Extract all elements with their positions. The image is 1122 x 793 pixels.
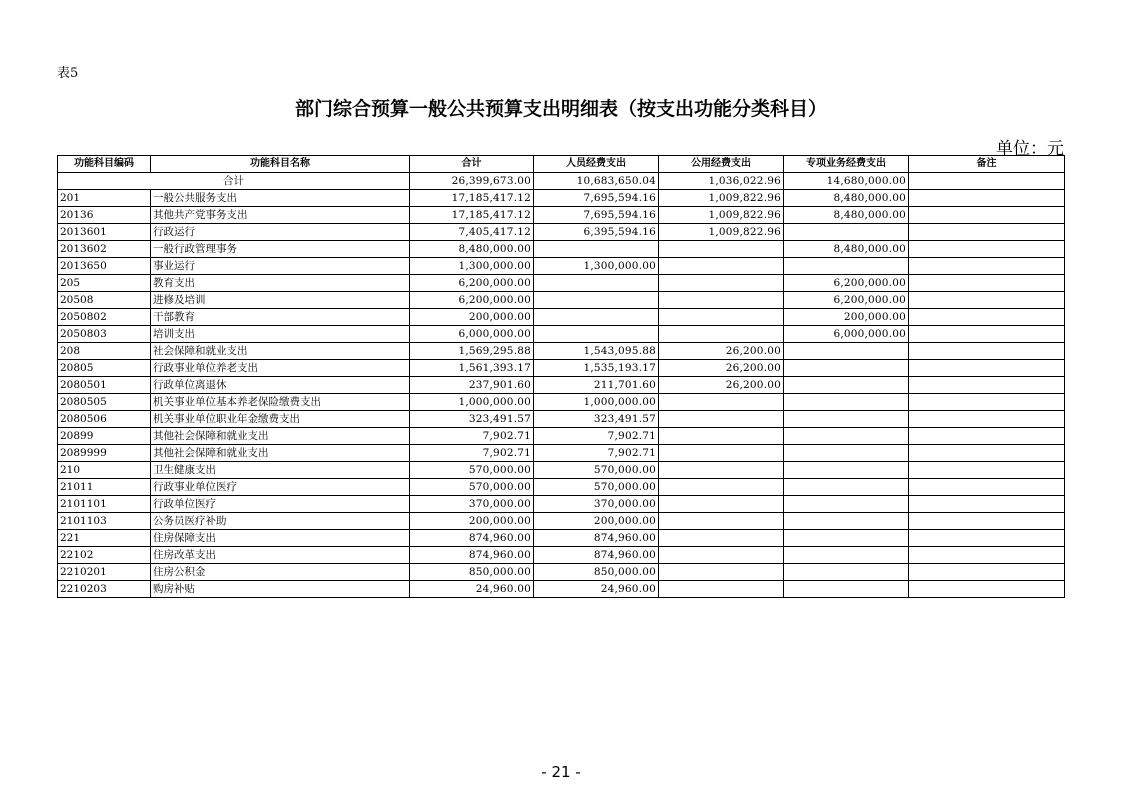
column-header-personnel: 人员经费支出 [534, 156, 659, 173]
special-cell: 6,200,000.00 [784, 292, 909, 309]
total-cell: 17,185,417.12 [410, 190, 534, 207]
note-cell [909, 309, 1065, 326]
public-cell [659, 496, 784, 513]
special-cell [784, 343, 909, 360]
total-cell: 570,000.00 [410, 462, 534, 479]
code-cell: 20508 [58, 292, 151, 309]
note-cell [909, 258, 1065, 275]
table-row [58, 224, 1065, 241]
personnel-cell: 10,683,650.04 [534, 173, 659, 190]
personnel-cell [534, 326, 659, 343]
special-cell [784, 530, 909, 547]
note-cell [909, 326, 1065, 343]
personnel-cell: 370,000.00 [534, 496, 659, 513]
table-row [58, 258, 1065, 275]
special-cell [784, 360, 909, 377]
name-cell: 购房补贴 [151, 581, 410, 598]
code-cell: 2080505 [58, 394, 151, 411]
name-cell: 其他社会保障和就业支出 [151, 445, 410, 462]
personnel-cell: 1,300,000.00 [534, 258, 659, 275]
total-cell: 17,185,417.12 [410, 207, 534, 224]
public-cell [659, 258, 784, 275]
public-cell [659, 275, 784, 292]
public-cell: 1,009,822.96 [659, 207, 784, 224]
code-cell: 20136 [58, 207, 151, 224]
total-cell: 370,000.00 [410, 496, 534, 513]
column-header-special: 专项业务经费支出 [784, 156, 909, 173]
note-cell [909, 190, 1065, 207]
code-cell: 221 [58, 530, 151, 547]
name-cell: 行政事业单位养老支出 [151, 360, 410, 377]
total-cell: 6,000,000.00 [410, 326, 534, 343]
special-cell [784, 411, 909, 428]
note-cell [909, 207, 1065, 224]
total-row [58, 173, 1065, 190]
name-cell: 一般公共服务支出 [151, 190, 410, 207]
special-cell: 8,480,000.00 [784, 241, 909, 258]
table-row [58, 445, 1065, 462]
personnel-cell: 1,000,000.00 [534, 394, 659, 411]
personnel-cell: 323,491.57 [534, 411, 659, 428]
name-cell: 行政运行 [151, 224, 410, 241]
table-row [58, 428, 1065, 445]
personnel-cell: 570,000.00 [534, 462, 659, 479]
personnel-cell: 874,960.00 [534, 530, 659, 547]
public-cell [659, 513, 784, 530]
name-cell: 公务员医疗补助 [151, 513, 410, 530]
table-row [58, 564, 1065, 581]
note-cell [909, 360, 1065, 377]
table-row [58, 275, 1065, 292]
public-cell [659, 241, 784, 258]
code-cell: 2013601 [58, 224, 151, 241]
special-cell: 14,680,000.00 [784, 173, 909, 190]
total-cell: 570,000.00 [410, 479, 534, 496]
code-cell: 210 [58, 462, 151, 479]
personnel-cell: 7,902.71 [534, 428, 659, 445]
personnel-cell: 6,395,594.16 [534, 224, 659, 241]
code-cell: 2050802 [58, 309, 151, 326]
code-cell: 21011 [58, 479, 151, 496]
table-header-row [58, 156, 1065, 173]
special-cell: 6,000,000.00 [784, 326, 909, 343]
code-cell: 20899 [58, 428, 151, 445]
note-cell [909, 530, 1065, 547]
public-cell: 1,036,022.96 [659, 173, 784, 190]
total-cell: 1,561,393.17 [410, 360, 534, 377]
code-cell: 2101103 [58, 513, 151, 530]
note-cell [909, 547, 1065, 564]
code-cell: 2210203 [58, 581, 151, 598]
total-cell: 200,000.00 [410, 309, 534, 326]
name-cell: 教育支出 [151, 275, 410, 292]
name-cell: 住房保障支出 [151, 530, 410, 547]
column-header-public: 公用经费支出 [659, 156, 784, 173]
column-header-total: 合计 [410, 156, 534, 173]
public-cell [659, 445, 784, 462]
name-cell: 住房公积金 [151, 564, 410, 581]
name-cell: 干部教育 [151, 309, 410, 326]
special-cell [784, 428, 909, 445]
table-row [58, 513, 1065, 530]
name-cell: 机关事业单位基本养老保险缴费支出 [151, 394, 410, 411]
code-cell: 208 [58, 343, 151, 360]
table-row [58, 343, 1065, 360]
table-row [58, 581, 1065, 598]
code-cell: 205 [58, 275, 151, 292]
column-header-code: 功能科目编码 [58, 156, 151, 173]
special-cell: 8,480,000.00 [784, 207, 909, 224]
personnel-cell: 7,902.71 [534, 445, 659, 462]
personnel-cell [534, 241, 659, 258]
total-cell: 24,960.00 [410, 581, 534, 598]
personnel-cell: 874,960.00 [534, 547, 659, 564]
personnel-cell: 850,000.00 [534, 564, 659, 581]
table-row [58, 496, 1065, 513]
special-cell: 6,200,000.00 [784, 275, 909, 292]
table-row [58, 360, 1065, 377]
table-row [58, 207, 1065, 224]
personnel-cell: 211,701.60 [534, 377, 659, 394]
personnel-cell [534, 275, 659, 292]
code-cell: 2101101 [58, 496, 151, 513]
total-label: 合计 [58, 173, 410, 190]
code-cell: 2013650 [58, 258, 151, 275]
name-cell: 行政事业单位医疗 [151, 479, 410, 496]
total-cell: 7,902.71 [410, 445, 534, 462]
total-cell: 7,405,417.12 [410, 224, 534, 241]
personnel-cell: 24,960.00 [534, 581, 659, 598]
note-cell [909, 275, 1065, 292]
table-row [58, 292, 1065, 309]
note-cell [909, 479, 1065, 496]
special-cell [784, 462, 909, 479]
name-cell: 机关事业单位职业年金缴费支出 [151, 411, 410, 428]
table-row [58, 326, 1065, 343]
public-cell [659, 394, 784, 411]
table-row [58, 309, 1065, 326]
note-cell [909, 394, 1065, 411]
public-cell: 1,009,822.96 [659, 190, 784, 207]
personnel-cell [534, 292, 659, 309]
note-cell [909, 496, 1065, 513]
public-cell: 26,200.00 [659, 343, 784, 360]
public-cell [659, 326, 784, 343]
table-row [58, 377, 1065, 394]
note-cell [909, 581, 1065, 598]
total-cell: 1,300,000.00 [410, 258, 534, 275]
total-cell: 200,000.00 [410, 513, 534, 530]
public-cell [659, 428, 784, 445]
total-cell: 237,901.60 [410, 377, 534, 394]
unit-label: 单位：元 [996, 139, 1064, 159]
special-cell: 200,000.00 [784, 309, 909, 326]
public-cell: 26,200.00 [659, 360, 784, 377]
name-cell: 其他共产党事务支出 [151, 207, 410, 224]
note-cell [909, 292, 1065, 309]
total-cell: 323,491.57 [410, 411, 534, 428]
code-cell: 22102 [58, 547, 151, 564]
note-cell [909, 411, 1065, 428]
name-cell: 住房改革支出 [151, 547, 410, 564]
public-cell [659, 292, 784, 309]
public-cell [659, 479, 784, 496]
personnel-cell: 1,543,095.88 [534, 343, 659, 360]
code-cell: 2013602 [58, 241, 151, 258]
name-cell: 一般行政管理事务 [151, 241, 410, 258]
code-cell: 201 [58, 190, 151, 207]
public-cell [659, 564, 784, 581]
note-cell [909, 241, 1065, 258]
page-number: - 21 - [541, 763, 581, 781]
column-header-name: 功能科目名称 [151, 156, 410, 173]
page-title: 部门综合预算一般公共预算支出明细表（按支出功能分类科目） [294, 98, 827, 120]
note-cell [909, 377, 1065, 394]
note-cell [909, 513, 1065, 530]
special-cell [784, 547, 909, 564]
table-row [58, 530, 1065, 547]
public-cell [659, 547, 784, 564]
total-cell: 1,569,295.88 [410, 343, 534, 360]
special-cell [784, 513, 909, 530]
name-cell: 行政单位医疗 [151, 496, 410, 513]
note-cell [909, 224, 1065, 241]
personnel-cell: 200,000.00 [534, 513, 659, 530]
public-cell [659, 462, 784, 479]
public-cell: 1,009,822.96 [659, 224, 784, 241]
total-cell: 8,480,000.00 [410, 241, 534, 258]
total-cell: 874,960.00 [410, 530, 534, 547]
personnel-cell: 7,695,594.16 [534, 190, 659, 207]
table-label: 表5 [57, 66, 79, 81]
public-cell [659, 581, 784, 598]
note-cell [909, 462, 1065, 479]
special-cell [784, 224, 909, 241]
table-row [58, 547, 1065, 564]
personnel-cell: 7,695,594.16 [534, 207, 659, 224]
name-cell: 进修及培训 [151, 292, 410, 309]
total-cell: 1,000,000.00 [410, 394, 534, 411]
name-cell: 培训支出 [151, 326, 410, 343]
code-cell: 20805 [58, 360, 151, 377]
budget-table [57, 155, 1065, 598]
personnel-cell: 1,535,193.17 [534, 360, 659, 377]
name-cell: 事业运行 [151, 258, 410, 275]
note-cell [909, 445, 1065, 462]
special-cell [784, 394, 909, 411]
public-cell [659, 411, 784, 428]
total-cell: 6,200,000.00 [410, 275, 534, 292]
note-cell [909, 564, 1065, 581]
special-cell [784, 496, 909, 513]
table-row [58, 411, 1065, 428]
name-cell: 社会保障和就业支出 [151, 343, 410, 360]
note-cell [909, 173, 1065, 190]
public-cell [659, 309, 784, 326]
name-cell: 卫生健康支出 [151, 462, 410, 479]
total-cell: 7,902.71 [410, 428, 534, 445]
special-cell [784, 581, 909, 598]
table-row [58, 462, 1065, 479]
table-row [58, 394, 1065, 411]
table-row [58, 190, 1065, 207]
special-cell [784, 258, 909, 275]
name-cell: 其他社会保障和就业支出 [151, 428, 410, 445]
special-cell [784, 377, 909, 394]
personnel-cell [534, 309, 659, 326]
total-cell: 850,000.00 [410, 564, 534, 581]
code-cell: 2080506 [58, 411, 151, 428]
code-cell: 2089999 [58, 445, 151, 462]
total-cell: 6,200,000.00 [410, 292, 534, 309]
table-row [58, 241, 1065, 258]
table-row [58, 479, 1065, 496]
code-cell: 2080501 [58, 377, 151, 394]
name-cell: 行政单位离退休 [151, 377, 410, 394]
special-cell [784, 479, 909, 496]
total-cell: 874,960.00 [410, 547, 534, 564]
column-header-note: 备注 [909, 156, 1065, 173]
special-cell [784, 564, 909, 581]
special-cell: 8,480,000.00 [784, 190, 909, 207]
total-cell: 26,399,673.00 [410, 173, 534, 190]
note-cell [909, 343, 1065, 360]
public-cell: 26,200.00 [659, 377, 784, 394]
public-cell [659, 530, 784, 547]
personnel-cell: 570,000.00 [534, 479, 659, 496]
note-cell [909, 428, 1065, 445]
special-cell [784, 445, 909, 462]
code-cell: 2050803 [58, 326, 151, 343]
code-cell: 2210201 [58, 564, 151, 581]
